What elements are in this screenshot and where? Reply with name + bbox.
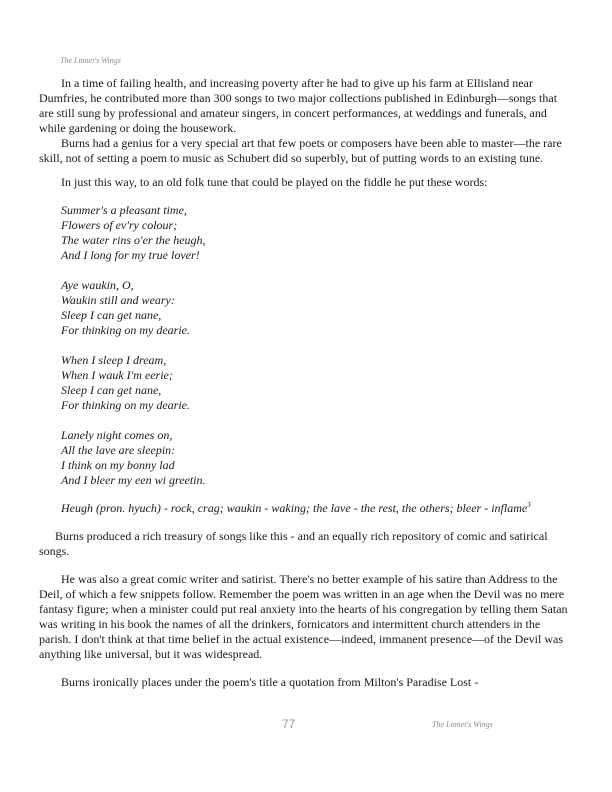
poem-line: And I long for my true lover! bbox=[61, 248, 200, 262]
paragraph-folk-tune: In just this way, to an old folk tune that could be played on the fiddle he put these words: bbox=[61, 175, 488, 189]
glossary-note bbox=[61, 501, 573, 516]
poem-line: When I wauk I'm eerie; bbox=[61, 368, 173, 382]
paragraph-failing-health: In a time of failing health, and increasing poverty after he had to give up his farm at Ellisland near Dumfries, he contributed more than 300 songs to two major collections published in Edinburgh—songs that are still sung by professional and amateur singers, in concert performances, at weddings and funerals, and while gardening or doing the housework. bbox=[39, 76, 558, 135]
page-number: 77 bbox=[282, 717, 296, 731]
poem-line: Aye waukin, O, bbox=[61, 278, 134, 292]
poem-stanza bbox=[61, 428, 573, 488]
paragraph-milton-quote: Burns ironically places under the poem's title a quotation from Milton's Paradise Lost - bbox=[61, 675, 479, 689]
poem-line: Sleep I can get nane, bbox=[61, 383, 162, 397]
poem-line: Summer's a pleasant time, bbox=[61, 203, 187, 217]
poem-line: Lanely night comes on, bbox=[61, 428, 173, 442]
running-footer: The Linnet's Wings bbox=[432, 720, 493, 729]
running-header: The Linnet's Wings bbox=[60, 56, 121, 65]
poem-line: The water rins o'er the heugh, bbox=[61, 233, 206, 247]
poem-line: All the lave are sleepin: bbox=[61, 443, 176, 457]
paragraph-genius: Burns had a genius for a very special art that few poets or composers have been able to master—the rare skill, not of setting a poem to music as Schubert did so superbly, but of putting words to an existing tune. bbox=[39, 136, 562, 165]
paragraph-satirist: He was also a great comic writer and satirist. There's no better example of his satire than Address to the Deil, of which a few snippets follow. Remember the poem was written in an age when the Devil was no mere fantasy figure; when a minister could put real anxiety into the hearts of his congregation by telling them Satan was writing in his book the names of all the drinkers, fornicators and intermittent church attenders in the parish. I don't think at that time belief in the actual existence—indeed, immanent presence—of the Devil was anything like universal, but it was widespread. bbox=[39, 572, 568, 661]
poem-line: For thinking on my dearie. bbox=[61, 398, 190, 412]
poem-line: Waukin still and weary: bbox=[61, 293, 175, 307]
glossary-text: Heugh (pron. hyuch) - rock, crag; waukin - waking; the lave - the rest, the others; bleer - inflame bbox=[61, 501, 528, 515]
poem-stanza bbox=[61, 278, 573, 338]
paragraph-treasury: Burns produced a rich treasury of songs like this - and an equally rich repository of comic and satirical songs. bbox=[39, 529, 548, 558]
poem-line: I think on my bonny lad bbox=[61, 458, 175, 472]
poem-line: Sleep I can get nane, bbox=[61, 308, 162, 322]
footnote-marker: 3 bbox=[527, 501, 531, 509]
page-body bbox=[39, 76, 573, 690]
poem-line: When I sleep I dream, bbox=[61, 353, 167, 367]
poem-stanza bbox=[61, 203, 573, 263]
poem-line: Flowers of ev'ry colour; bbox=[61, 218, 178, 232]
poem-stanza bbox=[61, 353, 573, 413]
poem-line: And I bleer my een wi greetin. bbox=[61, 473, 206, 487]
poem-block bbox=[61, 203, 573, 488]
poem-line: For thinking on my dearie. bbox=[61, 323, 190, 337]
